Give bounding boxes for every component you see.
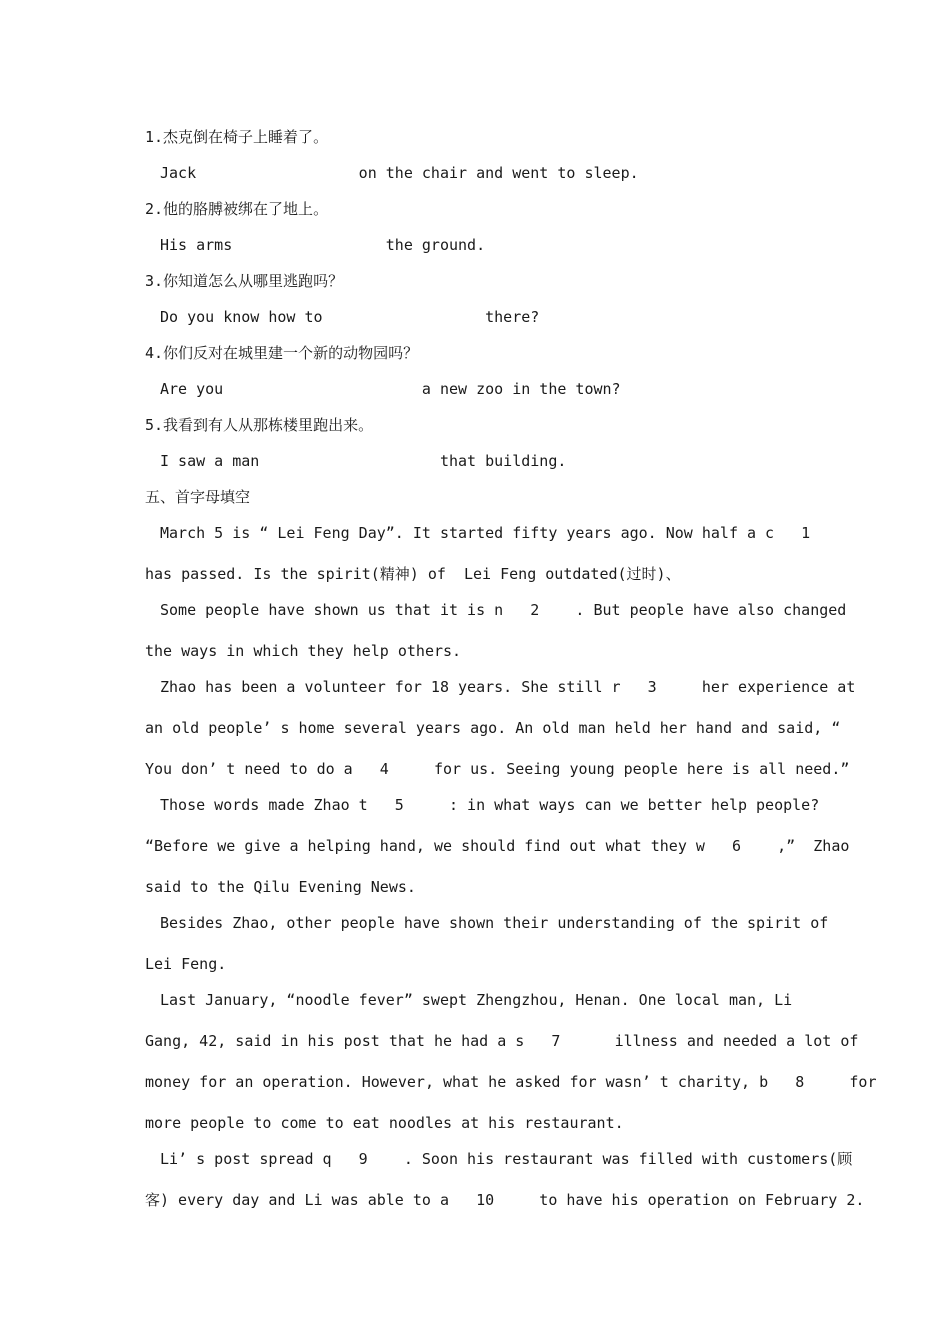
passage-line: Those words made Zhao t 5 : in what ways can we better help people? [160,796,820,814]
passage-line: 客) every day and Li was able to a 10 to have his operation on February 2. [145,1191,865,1209]
passage-line: You don’ t need to do a 4 for us. Seeing young people here is all need.” [145,760,850,778]
passage-line: Some people have shown us that it is n 2 . But people have also changed [160,601,847,619]
passage-line: the ways in which they help others. [145,642,462,660]
passage-line: Gang, 42, said in his post that he had a s 7 illness and needed a lot of [145,1032,859,1050]
passage-line: Lei Feng. [145,955,227,973]
passage-line: Li’ s post spread q 9 . Soon his restaurant was filled with customers(顾 [160,1150,853,1168]
question-3: 3.你知道怎么从哪里逃跑吗？ [145,272,344,290]
passage-line: has passed. Is the spirit(精神) of Lei Feng outdated(过时)、 [145,565,681,583]
answer-line-3: Do you know how to there? [160,308,540,326]
question-4: 4.你们反对在城里建一个新的动物园吗？ [145,344,419,362]
passage-line: money for an operation. However, what he asked for wasn’ t charity, b 8 for [145,1073,877,1091]
answer-line-4: Are you a new zoo in the town? [160,380,621,398]
passage-line: an old people’ s home several years ago. An old man held her hand and said, “ [145,719,841,737]
answer-line-2: His arms the ground. [160,236,486,254]
passage-line: March 5 is “ Lei Feng Day”. It started fifty years ago. Now half a c 1 [160,524,811,542]
passage-line: said to the Qilu Evening News. [145,878,416,896]
section-heading: 五、首字母填空 [145,488,251,506]
passage-line: “Before we give a helping hand, we should find out what they w 6 ,” Zhao [145,837,850,855]
passage-line: Last January, “noodle fever” swept Zhengzhou, Henan. One local man, Li [160,991,793,1009]
passage-line: more people to come to eat noodles at his restaurant. [145,1114,624,1132]
passage-line: Besides Zhao, other people have shown their understanding of the spirit of [160,914,829,932]
question-1: 1.杰克倒在椅子上睡着了。 [145,128,329,146]
passage-line: Zhao has been a volunteer for 18 years. She still r 3 her experience at [160,678,856,696]
question-5: 5.我看到有人从那栋楼里跑出来。 [145,416,374,434]
question-2: 2.他的胳膊被绑在了地上。 [145,200,329,218]
answer-line-1: Jack on the chair and went to sleep. [160,164,639,182]
answer-line-5: I saw a man that building. [160,452,567,470]
